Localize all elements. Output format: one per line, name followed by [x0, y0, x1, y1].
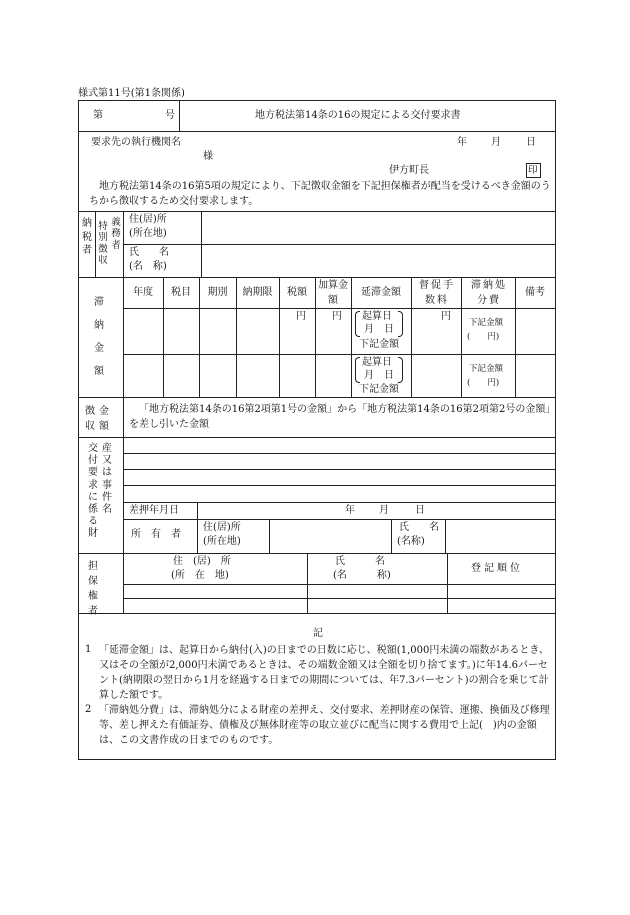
taxpayer-address-sub: (所在地) [129, 228, 167, 239]
col-due-date: 納期限 [242, 287, 273, 298]
addressee-label: 要求先の執行機関名 [91, 137, 181, 148]
note-1-text: 「延滞金額」は、起算日から納付(入)の日までの日数に応じ、税額(1,000円未満の端数があるとき、又はその全額が2,000円未満であるときは、その端数金額又は全額を切り捨てます。)に年14.6パーセント(納期限の翌日から1月を経過する日までの期間については、年7.3パーセント)の割合を乗じて計算した額です。 [99, 645, 549, 701]
owner-name-sub: (名称) [397, 536, 425, 547]
start-date-label-2: 起算日 [362, 357, 392, 368]
honorific-sama: 様 [203, 151, 213, 162]
col-additional-amount: 加算金額 [318, 280, 348, 306]
secured-address-label: 住 (居) 所 [173, 556, 231, 567]
request-body-text: 地方税法第14条の16第5項の規定により、下記徴収金額を下記担保権者が配当を受けるべき金額のうちから徴収するため交付要求します。 [89, 181, 551, 207]
month-day-label-2: 月 日 [364, 370, 394, 381]
issuer-name: 伊方町長 [389, 165, 429, 176]
seizure-day: 日 [415, 505, 425, 516]
secured-name-sub: (名 称) [333, 570, 391, 581]
below-amount-label-2: 下記金額 [359, 384, 399, 395]
note-2-number: 2 [85, 704, 92, 715]
note-2-text: 「滞納処分費」は、滞納処分による財産の差押え、交付要求、差押財産の保管、運搬、換価及び修理等、差し押えた有価証券、債権及び無体財産等の取立並びに配当に関する費用で上記( )内の金額は、この文書作成の日までのものです。 [99, 705, 550, 746]
date-month: 月 [491, 137, 501, 148]
disposition-yen-paren-2: ( 円) [467, 378, 500, 388]
disposition-below-amount-2: 下記金額 [469, 364, 504, 374]
collection-side-label: 徴金収額 [85, 406, 113, 432]
seizure-year: 年 [345, 505, 355, 516]
col-tax-item: 税目 [171, 287, 191, 298]
col-reminder-fee: 督促手数料 [419, 280, 455, 306]
owner-address-sub: (所在地) [203, 536, 241, 547]
taxpayer-name-sub: (名 称) [129, 261, 167, 272]
date-day: 日 [526, 137, 536, 148]
note-1-number: 1 [85, 644, 92, 655]
disposition-yen-paren: ( 円) [467, 332, 500, 342]
registration-rank-label: 登記順位 [471, 563, 523, 574]
owner-address-label: 住(居)所 [203, 522, 241, 533]
notes-heading: 記 [313, 628, 323, 639]
yen-unit-additional: 円 [332, 311, 342, 322]
owner-name-label: 氏 名 [399, 522, 439, 533]
request-form: 第 号 地方税法第14条の16の規定による交付要求書 要求先の執行機関名 年 月 日 様 伊方町長 印 地方税法第14条の16第5項の規定により、下記徴収金額を下記担保権者が配当を受けるべき金額のうちから徴収するため交付要求します。 納税者 特別徴収 義務者 住(居)所 (所在地) 氏 名 (名 称) 滞納金額 年度 税目 期別 納期限 税額 加算金額 延滞金額 督促手数料 滞納処分費 備考 円 円 起算日 月 日 下記金額 円 下記金額 ( 円) 起算日 月 日 下記金額 下記金額 ( 円) 徴金収額 「地方税法第14条の16第2項第1号の金額」から「地方税法第14条の16第2項第2号の金額」を差し引いた金額 交付要求に係る財 産又は事件名 差押年月日 年 月 日 所 有 者 住(居)所 (所在地) 氏 名 (名称) 担保権者 住 (居) 所 (所 在 地) 氏 名 (名 称) 登記順位 記 1 「延滞金額」は、起算日から納付(入)の日までの日数に応じ、税額(1,000円未満の端数があるとき、又はその全額が2,000円未満であるときは、その端数金額又は全額を切り捨てます。)に年14.6パーセント(納期限の翌日から1月を経過する日までの期間については、年7.3パーセント)の割合を乗じて計算した額です。 2 「滞納処分費」は、滞納処分による財産の差押え、交付要求、差押財産の保管、運搬、換価及び修理等、差し押えた有価証券、債権及び無体財産等の取立並びに配当に関する費用で上記( )内の金額は、この文書作成の日までのものです。 [78, 100, 556, 760]
number-suffix: 号 [165, 110, 175, 121]
col-disposition-cost: 滞納処分費 [471, 280, 507, 306]
disposition-below-amount: 下記金額 [469, 318, 504, 328]
seizure-month: 月 [379, 505, 389, 516]
start-date-label: 起算日 [362, 311, 392, 322]
taxpayer-address-label: 住(居)所 [129, 214, 167, 225]
owner-label: 所 有 者 [131, 529, 181, 540]
col-period: 期別 [207, 287, 228, 298]
col-fiscal-year: 年度 [133, 287, 153, 298]
yen-unit-reminder: 円 [441, 311, 451, 322]
month-day-label: 月 日 [364, 324, 394, 335]
yen-unit-tax: 円 [296, 311, 306, 322]
taxpayer-side-label: 納税者 [82, 218, 92, 256]
secured-address-sub: (所 在 地) [171, 570, 229, 581]
secured-name-label: 氏 名 [335, 556, 385, 567]
col-late-fee: 延滞金額 [361, 287, 401, 298]
collection-text: 「地方税法第14条の16第2項第1号の金額」から「地方税法第14条の16第2項第2号の金額」を差し引いた金額 [129, 404, 551, 430]
below-amount-label: 下記金額 [359, 339, 399, 350]
date-year: 年 [457, 137, 467, 148]
number-prefix: 第 [93, 110, 103, 121]
secured-side-label: 担保権者 [88, 561, 98, 617]
form-title: 地方税法第14条の16の規定による交付要求書 [255, 110, 461, 121]
col-tax-amount: 税額 [287, 287, 307, 298]
seizure-date-label: 差押年月日 [129, 505, 179, 516]
seal-mark: 印 [528, 165, 538, 176]
col-remarks: 備考 [525, 287, 545, 298]
form-number-label: 様式第11号(第1条関係) [78, 88, 185, 99]
delinquent-side-label: 滞納金額 [94, 297, 104, 377]
taxpayer-name-label: 氏 名 [129, 247, 169, 258]
